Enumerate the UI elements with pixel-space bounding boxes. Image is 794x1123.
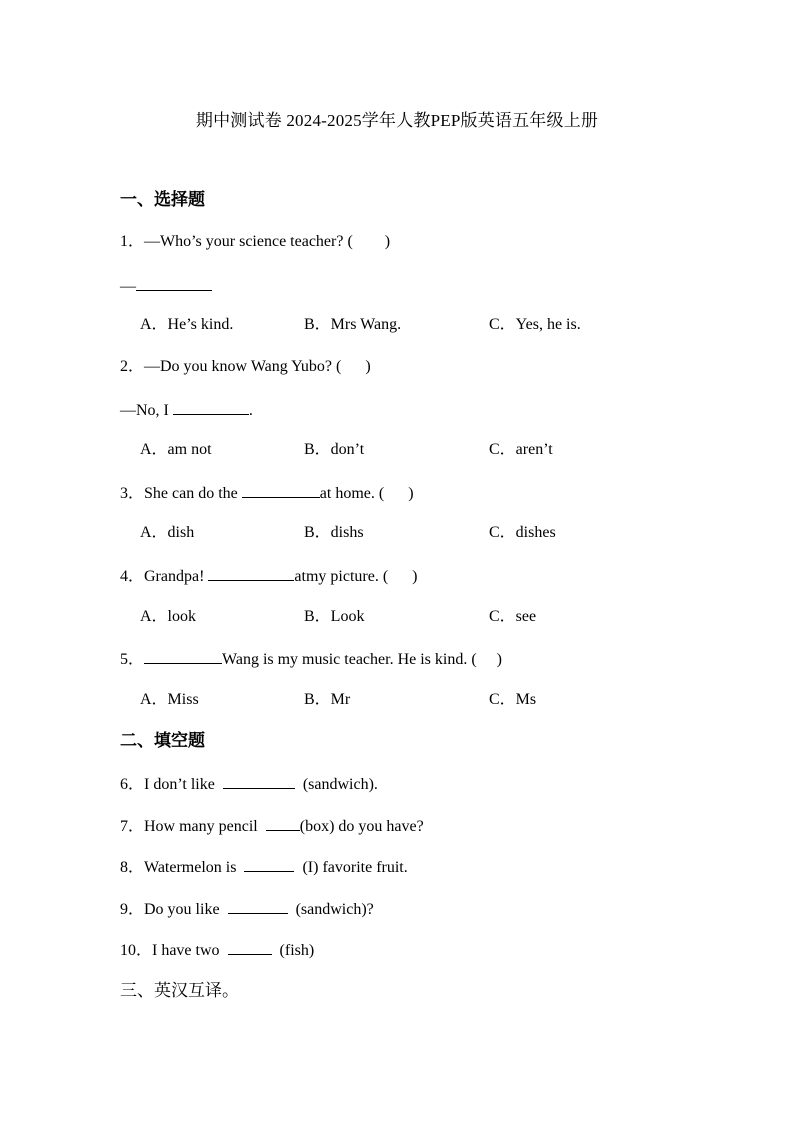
question-2-stem: 2．—Do you know Wang Yubo? ( )	[120, 358, 371, 375]
page-title: 期中测试卷 2024-2025学年人教PEP版英语五年级上册	[195, 111, 599, 130]
answer-blank	[223, 773, 295, 789]
item-text: (sandwich).	[294, 776, 378, 793]
question-1-answer-line	[120, 275, 212, 297]
stem-text: 5．	[120, 651, 145, 668]
question-2-option-b: B．don’t	[304, 441, 365, 458]
stem-text: 3．She can do the	[120, 485, 242, 502]
question-3-option-c: C．dishes	[489, 524, 556, 541]
question-4-option-c: C．see	[489, 608, 537, 625]
question-3-option-b: B．dishs	[304, 524, 364, 541]
section-heading-choice: 一、选择题	[120, 190, 205, 209]
item-text: 7．How many pencil	[120, 818, 266, 835]
question-3-stem	[120, 482, 414, 504]
answer-blank	[228, 939, 272, 955]
fill-item-8	[120, 856, 408, 878]
question-5-option-a: A．Miss	[140, 691, 199, 708]
answer-blank	[244, 856, 294, 872]
question-4-option-a: A．look	[140, 608, 197, 625]
answer-blank	[144, 648, 222, 664]
question-2-option-c: C．aren’t	[489, 441, 553, 458]
fill-item-10	[120, 939, 314, 961]
question-2-option-a: A．am not	[140, 441, 212, 458]
question-5-option-b: B．Mr	[304, 691, 351, 708]
section-heading-translation: 三、英汉互译。	[120, 981, 239, 1000]
question-2-answer-line	[120, 399, 253, 421]
fill-item-7	[120, 815, 424, 837]
section-heading-fill-in: 二、填空题	[120, 731, 205, 750]
item-text: 10．I have two	[120, 942, 228, 959]
item-text: (fish)	[271, 942, 315, 959]
answer-blank	[173, 399, 249, 415]
question-1-option-c: C．Yes, he is.	[489, 316, 581, 333]
fill-item-9	[120, 898, 374, 920]
question-5-option-c: C．Ms	[489, 691, 537, 708]
answer-suffix: .	[248, 402, 253, 419]
question-5-stem	[120, 648, 502, 670]
stem-text: 4．Grandpa!	[120, 568, 209, 585]
fill-item-6	[120, 773, 378, 795]
item-text: 6．I don’t like	[120, 776, 223, 793]
question-4-option-b: B．Look	[304, 608, 365, 625]
question-1-option-a: A．He’s kind.	[140, 316, 234, 333]
answer-prefix: —No, I	[120, 402, 173, 419]
answer-blank	[208, 565, 294, 581]
question-3-option-a: A．dish	[140, 524, 195, 541]
question-1-stem: 1．—Who’s your science teacher? ( )	[120, 233, 391, 250]
item-text: (box) do you have?	[299, 818, 424, 835]
answer-blank	[266, 815, 300, 831]
question-4-stem	[120, 565, 418, 587]
answer-blank	[242, 482, 320, 498]
item-text: 8．Watermelon is	[120, 859, 245, 876]
item-text: (I) favorite fruit.	[294, 859, 408, 876]
answer-blank	[228, 898, 288, 914]
question-1-option-b: B．Mrs Wang.	[304, 316, 402, 333]
answer-prefix: —	[120, 278, 136, 295]
stem-text: at home. ( )	[319, 485, 414, 502]
answer-blank	[136, 275, 212, 291]
stem-text: atmy picture. ( )	[294, 568, 418, 585]
item-text: (sandwich)?	[287, 901, 374, 918]
stem-text: Wang is my music teacher. He is kind. ( )	[222, 651, 502, 668]
item-text: 9．Do you like	[120, 901, 228, 918]
